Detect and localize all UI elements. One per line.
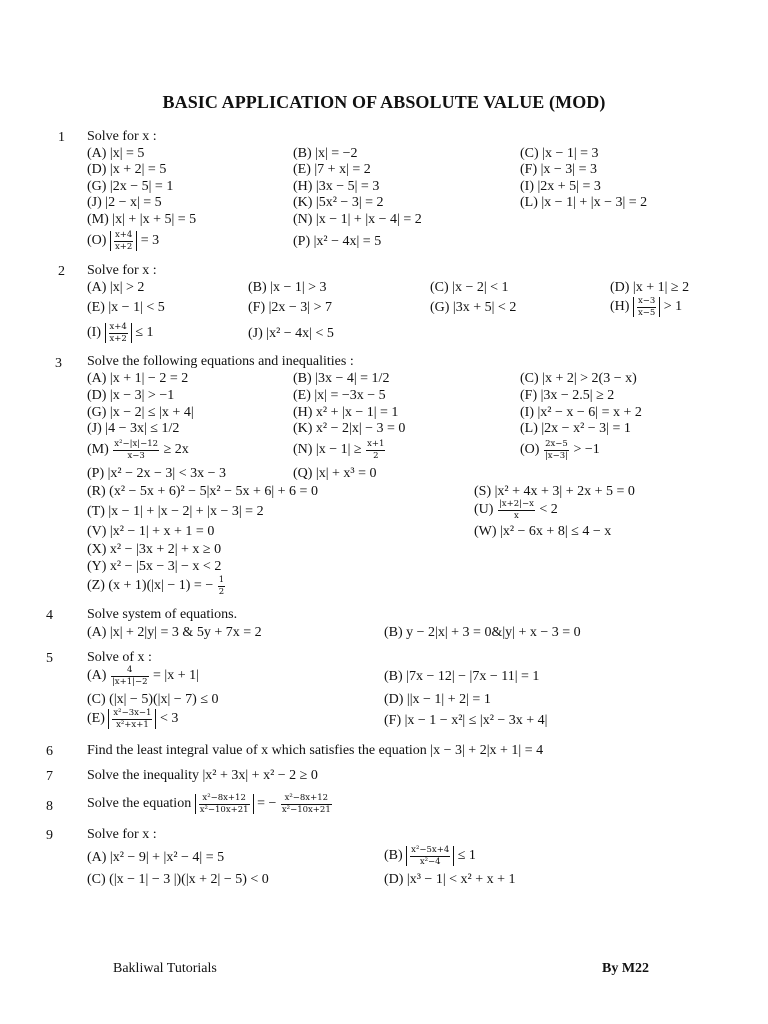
problem-item: (J) |2 − x| = 5 xyxy=(87,195,162,210)
problem-item: (V) |x² − 1| + x + 1 = 0 xyxy=(87,524,215,539)
problem-item: (B) $\frac{\text{x²−5x+4}}{\text{x²−4}}$ ≤ 1 xyxy=(384,845,476,867)
problem-item: (A) $\frac{4}{|x+1|-2}$ = |x + 1| xyxy=(87,665,199,687)
item-label: (N) |x − 1| ≥ xyxy=(293,442,362,458)
problem-item: (D) |x + 2| = 5 xyxy=(87,162,167,177)
problem-item: (H) $\frac{x-3}{x-5}$ > 1 xyxy=(610,296,683,318)
question-prompt: Solve for x : xyxy=(87,263,157,278)
question-number: 6 xyxy=(46,744,53,759)
question-prompt: Find the least integral value of x which satisfies the equation |x − 3| + 2|x + 1| = 4 xyxy=(87,743,544,758)
question-prompt: Solve the equation $\frac{\text{x²−8x+12}}{\text{x²−10x+21}}$ = − $\frac{\text{x²−8x+12}}{\text{x²−10x+21}}$ xyxy=(87,793,331,815)
problem-item: (O) $\frac{2x-5}{|x-3|}$ > −1 xyxy=(520,439,600,461)
item-label: (A) xyxy=(87,668,107,684)
problem-item: (B) |3x − 4| = 1/2 xyxy=(293,371,390,386)
item-rhs: > −1 xyxy=(573,442,600,458)
item-rhs: ≤ 1 xyxy=(457,848,476,864)
problem-item: (L) |2x − x² − 3| = 1 xyxy=(520,421,631,436)
problem-item: (F) |2x − 3| > 7 xyxy=(248,300,333,315)
item-label: (E) xyxy=(87,711,105,727)
problem-item: (D) ||x − 1| + 2| = 1 xyxy=(384,692,491,707)
problem-item: (C) |x − 2| < 1 xyxy=(430,280,509,295)
item-label: (H) xyxy=(610,299,630,315)
problem-item: (F) |x − 1 − x²| ≤ |x² − 3x + 4| xyxy=(384,713,548,728)
problem-item: (M) |x| + |x + 5| = 5 xyxy=(87,212,197,227)
problem-item: (D) |x³ − 1| < x² + x + 1 xyxy=(384,872,516,887)
item-rhs: > 1 xyxy=(663,299,683,315)
question-text: Solve the equation xyxy=(87,796,192,812)
problem-item: (Q) |x| + x³ = 0 xyxy=(293,466,377,481)
question-number: 2 xyxy=(58,264,65,279)
question-number: 9 xyxy=(46,828,53,843)
problem-item: (N) |x − 1| + |x − 4| = 2 xyxy=(293,212,422,227)
item-label: (U) xyxy=(474,502,494,518)
item-rhs: < 2 xyxy=(539,502,558,518)
problem-item: (G) |3x + 5| < 2 xyxy=(430,300,517,315)
question-prompt: Solve of x : xyxy=(87,650,152,665)
problem-item: (H) |3x − 5| = 3 xyxy=(293,179,380,194)
problem-item: (C) |x − 1| = 3 xyxy=(520,146,599,161)
problem-item: (B) |x − 1| > 3 xyxy=(248,280,327,295)
problem-item: (J) |4 − 3x| ≤ 1/2 xyxy=(87,421,180,436)
problem-item: (E) |7 + x| = 2 xyxy=(293,162,371,177)
problem-item: (B) y − 2|x| + 3 = 0&|y| + x − 3 = 0 xyxy=(384,625,581,640)
problem-item: (J) |x² − 4x| < 5 xyxy=(248,326,334,341)
problem-item: (G) |x − 2| ≤ |x + 4| xyxy=(87,405,194,420)
item-rhs: = 3 xyxy=(140,233,160,249)
problem-item: (Y) x² − |5x − 3| − x < 2 xyxy=(87,559,222,574)
question-number: 5 xyxy=(46,651,53,666)
question-number: 7 xyxy=(46,769,53,784)
problem-item: (A) |x + 1| − 2 = 2 xyxy=(87,371,189,386)
problem-item: (X) x² − |3x + 2| + x ≥ 0 xyxy=(87,542,222,557)
item-rhs: ≤ 1 xyxy=(135,325,154,341)
problem-item: (E) |x − 1| < 5 xyxy=(87,300,165,315)
problem-item: (H) x² + |x − 1| = 1 xyxy=(293,405,399,420)
problem-item: (A) |x| + 2|y| = 3 & 5y + 7x = 2 xyxy=(87,625,262,640)
problem-item: (K) x² − 2|x| − 3 = 0 xyxy=(293,421,406,436)
problem-item: (P) |x² − 4x| = 5 xyxy=(293,234,382,249)
problem-item: (S) |x² + 4x + 3| + 2x + 5 = 0 xyxy=(474,484,635,499)
question-prompt: Solve the following equations and inequalities : xyxy=(87,354,354,369)
problem-item: (O) $\frac{x+4}{x+2}$ = 3 xyxy=(87,230,160,252)
problem-item: (P) |x² − 2x − 3| < 3x − 3 xyxy=(87,466,226,481)
problem-item: (F) |x − 3| = 3 xyxy=(520,162,598,177)
problem-item: (R) (x² − 5x + 6)² − 5|x² − 5x + 6| + 6 = 0 xyxy=(87,484,318,499)
problem-item: (I) $\frac{x+4}{x+2}$ ≤ 1 xyxy=(87,322,154,344)
question-number: 3 xyxy=(55,356,62,371)
problem-item: (G) |2x − 5| = 1 xyxy=(87,179,174,194)
footer-author: By M22 xyxy=(602,961,650,976)
item-label: (B) xyxy=(384,848,403,864)
item-rhs: ≥ 2x xyxy=(163,442,189,458)
problem-item: (B) |x| = −2 xyxy=(293,146,358,161)
problem-item: (F) |3x − 2.5| ≥ 2 xyxy=(520,388,615,403)
problem-item: (N) |x − 1| ≥ $\frac{x+1}{2}$ xyxy=(293,439,385,461)
question-number: 8 xyxy=(46,799,53,814)
problem-item: (U) $\frac{|x+2|-x}{x}$ < 2 xyxy=(474,499,558,521)
problem-item: (I) |x² − x − 6| = x + 2 xyxy=(520,405,642,420)
item-label: (I) xyxy=(87,325,101,341)
footer-publisher: Bakliwal Tutorials xyxy=(113,961,217,976)
problem-item: (W) |x² − 6x + 8| ≤ 4 − x xyxy=(474,524,612,539)
problem-item: (D) |x − 3| > −1 xyxy=(87,388,175,403)
item-rhs: = |x + 1| xyxy=(153,668,199,684)
item-label: (Z) (x + 1)(|x| − 1) = − xyxy=(87,578,214,594)
problem-item: (E) $\frac{\text{x²−3x−1}}{\text{x²+x+1}}$ < 3 xyxy=(87,708,179,730)
question-prompt: Solve the inequality |x² + 3x| + x² − 2 ≥ 0 xyxy=(87,768,318,783)
problem-item: (K) |5x² − 3| = 2 xyxy=(293,195,384,210)
page-title: BASIC APPLICATION OF ABSOLUTE VALUE (MOD) xyxy=(162,92,606,112)
item-label: (O) xyxy=(87,233,107,249)
item-label: (O) xyxy=(520,442,540,458)
problem-item: (A) |x² − 9| + |x² − 4| = 5 xyxy=(87,850,225,865)
problem-item: (D) |x + 1| ≥ 2 xyxy=(610,280,690,295)
problem-item: (E) |x| = −3x − 5 xyxy=(293,388,386,403)
question-prompt: Solve system of equations. xyxy=(87,607,238,622)
problem-item: (I) |2x + 5| = 3 xyxy=(520,179,601,194)
equation-rhs: = − xyxy=(257,796,277,812)
question-number: 4 xyxy=(46,608,53,623)
problem-item: (T) |x − 1| + |x − 2| + |x − 3| = 2 xyxy=(87,504,264,519)
question-number: 1 xyxy=(58,130,65,145)
item-rhs: < 3 xyxy=(159,711,179,727)
problem-item: (A) |x| = 5 xyxy=(87,146,145,161)
problem-item: (L) |x − 1| + |x − 3| = 2 xyxy=(520,195,648,210)
problem-item: (C) (|x| − 5)(|x| − 7) ≤ 0 xyxy=(87,692,219,707)
problem-item: (C) |x + 2| > 2(3 − x) xyxy=(520,371,637,386)
question-prompt: Solve for x : xyxy=(87,129,157,144)
problem-item: (C) (|x − 1| − 3 |)(|x + 2| − 5) < 0 xyxy=(87,872,269,887)
problem-item: (Z) (x + 1)(|x| − 1) = − $\frac{1}{2}$ xyxy=(87,575,225,597)
problem-item: (B) |7x − 12| − |7x − 11| = 1 xyxy=(384,669,540,684)
problem-item: (A) |x| > 2 xyxy=(87,280,145,295)
problem-item: (M) $\frac{\text{x²−|x|−12}}{x-3}$ ≥ 2x xyxy=(87,439,189,461)
question-prompt: Solve for x : xyxy=(87,827,157,842)
item-label: (M) xyxy=(87,442,109,458)
